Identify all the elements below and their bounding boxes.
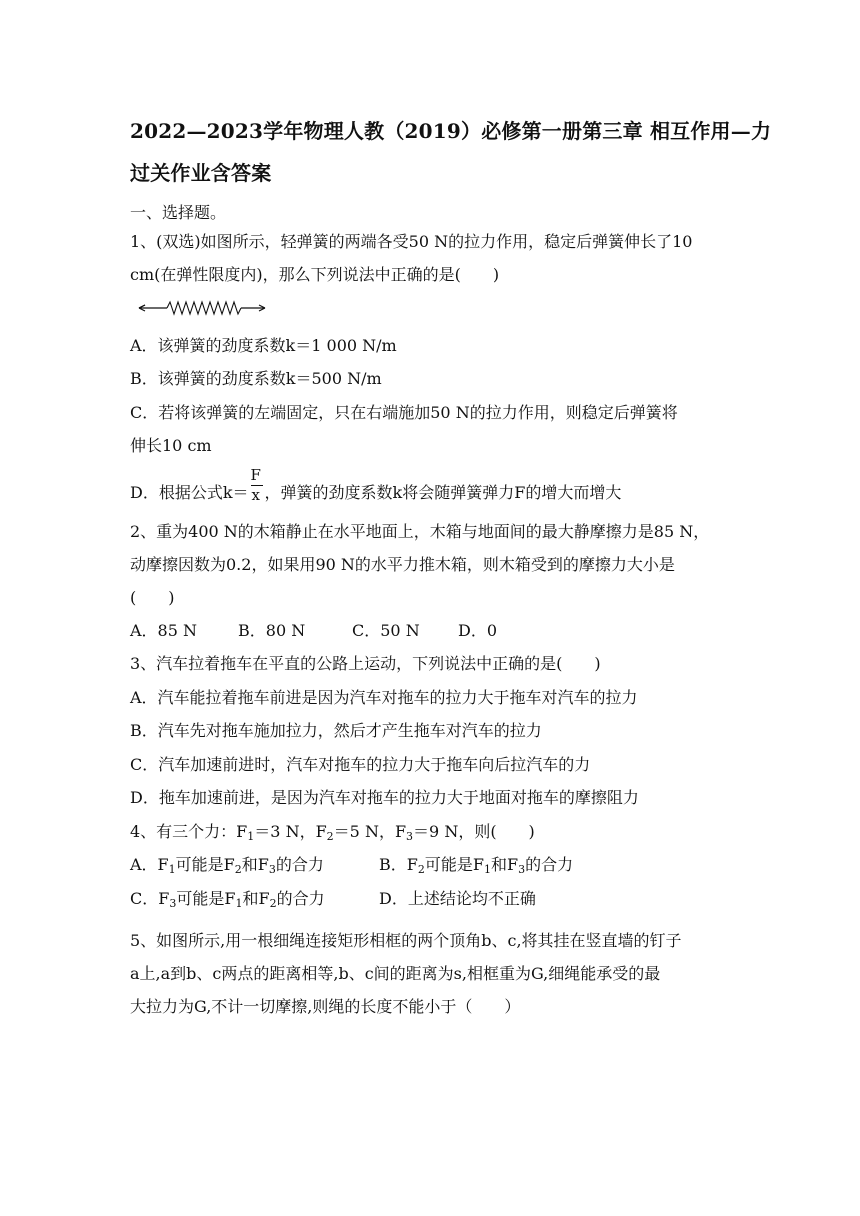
q2-options [130,623,497,639]
option-text: 的合力 [275,855,324,874]
q2-option-d: D．0 [458,621,498,640]
subscript: 1 [235,897,243,910]
q4-option-a [130,857,379,875]
fraction-numerator: F [250,466,261,484]
q1-option-d-prefix: D．根据公式k＝ [130,483,249,502]
option-text: 可能是F [175,855,235,874]
q2-option-b: B．80 N [238,621,306,640]
subscript: 3 [268,863,276,876]
q4-option-c [130,891,379,909]
subscript: 3 [169,897,177,910]
q1-option-d-suffix: ，弹簧的劲度系数k将会随弹簧弹力F的增大而增大 [264,483,622,502]
q1-stem-line-1: 1、(双选)如图所示，轻弹簧的两端各受50 N的拉力作用，稳定后弹簧伸长了10 [130,232,693,251]
q4-options-ab [130,857,573,875]
q2-option-c: C．50 N [352,621,420,640]
subscript: 3 [406,830,414,843]
formula-fraction [250,466,263,504]
option-text: 和F [241,855,269,874]
q1-option-a: A．该弹簧的劲度系数k＝1 000 N/m [130,336,397,355]
subscript: 2 [234,863,242,876]
q3-option-a: A．汽车能拉着拖车前进是因为汽车对拖车的拉力大于拖车对汽车的拉力 [130,688,638,707]
fraction-denominator: x [251,486,260,504]
option-text: A．F [130,855,169,874]
q5-stem-line-1: 5、如图所示,用一根细绳连接矩形相框的两个顶角b、c,将其挂在竖直墙的钉子 [130,931,682,950]
q3-option-d: D．拖车加速前进，是因为汽车对拖车的拉力大于地面对拖车的摩擦阻力 [130,788,639,807]
q4-stem [130,824,535,842]
q1-stem-line-2: cm(在弹性限度内)，那么下列说法中正确的是( ) [130,265,500,284]
document-title-line-2: 过关作业含答案 [130,161,272,185]
section-heading: 一、选择题。 [130,203,227,222]
subscript: 1 [247,830,255,843]
q4-option-d: D．上述结论均不正确 [379,889,536,908]
q3-option-b: B．汽车先对拖车施加拉力，然后才产生拖车对汽车的拉力 [130,721,542,740]
subscript: 1 [168,863,176,876]
q4-stem-text: ＝3 N，F [254,822,327,841]
option-text: 和F [490,855,519,874]
option-text: 的合力 [525,855,574,874]
q3-option-c: C．汽车加速前进时，汽车对拖车的拉力大于拖车向后拉汽车的力 [130,755,591,774]
option-text: 可能是F [176,889,236,908]
subscript: 2 [417,863,425,876]
q4-stem-text: ＝5 N，F [333,822,407,841]
option-text: 和F [242,889,270,908]
q4-stem-text: 4、有三个力：F [130,822,248,841]
q1-option-c-line-1: C．若将该弹簧的左端固定，只在右端施加50 N的拉力作用，则稳定后弹簧将 [130,403,678,422]
q2-stem-line-3: ( ) [130,588,175,607]
option-text: 可能是F [424,855,484,874]
q1-option-b: B．该弹簧的劲度系数k＝500 N/m [130,369,382,388]
q2-stem-line-1: 2、重为400 N的木箱静止在水平地面上，木箱与地面间的最大静摩擦力是85 N， [130,522,710,541]
q1-option-c-line-2: 伸长10 cm [130,436,212,455]
document-title-line-1: 2022—2023学年物理人教（2019）必修第一册第三章 相互作用—力 [130,119,772,143]
spring-diagram [137,300,269,316]
q3-stem: 3、汽车拉着拖车在平直的公路上运动，下列说法中正确的是( ) [130,654,601,673]
q4-stem-text: ＝9 N，则( ) [413,822,535,841]
subscript: 1 [483,863,491,876]
subscript: 2 [326,830,334,843]
subscript: 3 [518,863,526,876]
q4-options-cd [130,891,536,909]
q5-stem-line-2: a上,a到b、c两点的距离相等,b、c间的距离为s,相框重为G,细绳能承受的最 [130,964,661,983]
q4-option-b [379,857,573,875]
q2-stem-line-2: 动摩擦因数为0.2，如果用90 N的水平力推木箱，则木箱受到的摩擦力大小是 [130,555,675,574]
q5-stem-line-3: 大拉力为G,不计一切摩擦,则绳的长度不能小于（ ） [130,997,521,1016]
q1-option-d [130,466,622,504]
option-text: B．F [379,855,418,874]
subscript: 2 [269,897,277,910]
option-text: C．F [130,889,170,908]
option-text: 的合力 [276,889,325,908]
q2-option-a: A．85 N [130,621,198,640]
